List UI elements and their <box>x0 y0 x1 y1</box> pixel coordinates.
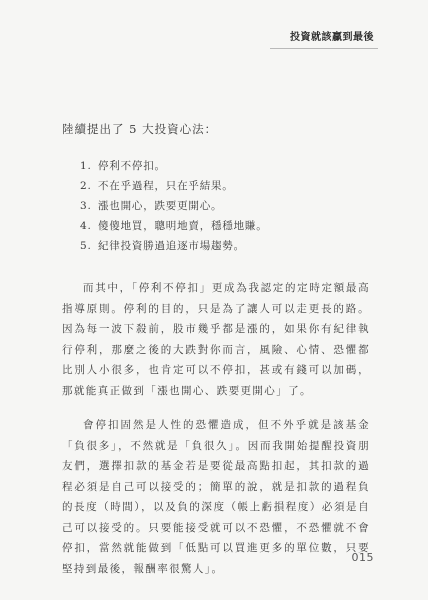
list-item-text: 停利不停扣。 <box>98 160 166 172</box>
page-number: 015 <box>351 551 374 564</box>
principles-list <box>62 156 370 256</box>
running-header: 投資就該贏到最後 <box>290 32 374 43</box>
header-divider <box>270 48 378 49</box>
list-item-number: 1. <box>80 160 92 172</box>
list-item <box>80 216 370 236</box>
list-item-number: 5. <box>80 240 92 252</box>
list-item-number: 4. <box>80 220 92 232</box>
list-item <box>80 176 370 196</box>
list-item-number: 2. <box>80 180 92 192</box>
list-item-text: 不在乎過程，只在乎結果。 <box>98 180 234 192</box>
list-item-text: 傻傻地買，聰明地賣，穩穩地賺。 <box>98 220 268 232</box>
body-paragraph: 會停扣固然是人性的恐懼造成，但不外乎就是該基金「負很多」，不然就是「負很久」。因而我開始提醒投資朋友們，選擇扣款的基金若是要從最高點扣起，其扣款的過程必須是自己可以接受的；簡單的說，就是扣款的過程負的長度（時間），以及負的深度（帳上虧損程度）必須是自己可以接受的。只要能接受就可以不恐懼，不恐懼就不會停扣，當然就能做到「低點可以買進更多的單位數，只要堅持到最後，報酬率很驚人」。 <box>62 419 370 575</box>
list-item <box>80 156 370 176</box>
intro-line: 陸續提出了 5 大投資心法： <box>62 122 218 136</box>
list-item-number: 3. <box>80 200 92 212</box>
list-item <box>80 236 370 256</box>
page-body <box>62 120 370 593</box>
list-item-text: 漲也開心，跌要更開心。 <box>98 200 223 212</box>
list-item <box>80 196 370 216</box>
list-item-text: 紀律投資勝過追逐市場趨勢。 <box>98 240 245 252</box>
body-paragraph: 而其中，「停利不停扣」更成為我認定的定時定額最高指導原則。停利的目的，只是為了讓人可以走更長的路。因為每一波下殺前，股市幾乎都是漲的，如果你有紀律執行停利，那麼之後的大跌對你而言，風險、心情、恐懼都比別人小很多，也肯定可以不停扣，甚或有錢可以加碼，那就能真正做到「漲也開心、跌要更開心」了。 <box>62 282 370 397</box>
